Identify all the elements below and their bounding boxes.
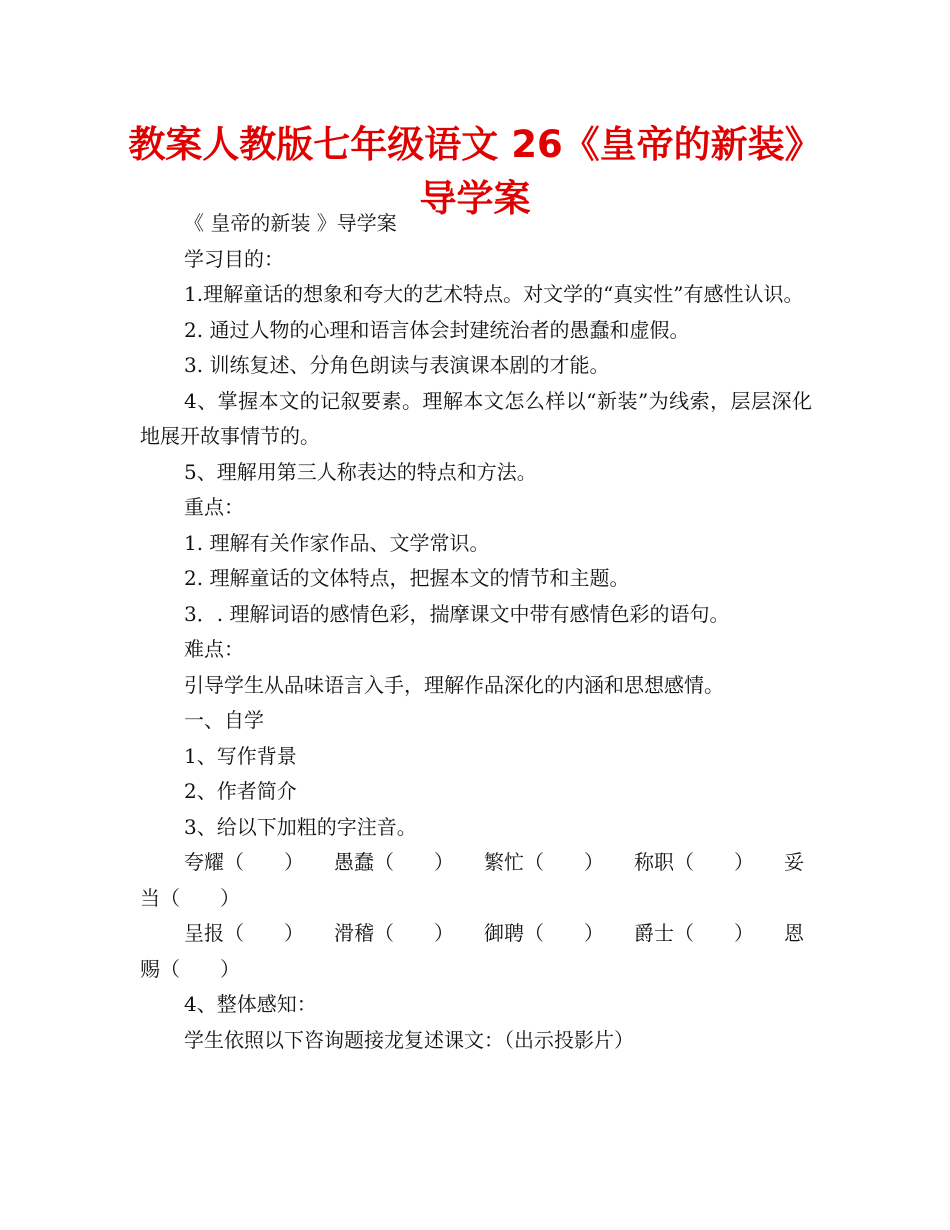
paragraph: 5、理解用第三人称表达的特点和方法。 <box>184 459 537 484</box>
paragraph: 引导学生从品味语言入手，理解作品深化的内涵和思想感情。 <box>184 672 724 697</box>
pinyin-row <box>140 916 812 987</box>
paragraph: 3. 训练复述、分角色朗读与表演课本剧的才能。 <box>184 353 610 377</box>
pinyin-item: 爵士（ ） <box>634 921 754 945</box>
paragraph: 一、自学 <box>184 708 264 732</box>
pinyin-item: 御聘（ ） <box>484 921 604 945</box>
paragraph: 4、掌握本文的记叙要素。理解本文怎么样以“新装”为线索，层层深化地展开故事情节的。 <box>140 388 812 448</box>
paragraph: 学生依照以下咨询题接龙复述课文：（出示投影片） <box>184 1027 634 1052</box>
document-title: 教案人教版七年级语文 26《皇帝的新装》导学案 <box>128 123 822 220</box>
paragraph: 重点： <box>184 495 244 519</box>
paragraph: 1.理解童话的想象和夸大的艺术特点。对文学的“真实性”有感性认识。 <box>184 282 804 306</box>
paragraph: 2. 理解童话的文体特点，把握本文的情节和主题。 <box>184 566 630 590</box>
paragraph: 难点： <box>184 637 244 661</box>
paragraph: 《 皇帝的新装 》导学案 <box>184 211 397 235</box>
paragraph: 1、写作背景 <box>184 743 297 768</box>
pinyin-row <box>140 845 812 916</box>
pinyin-item: 称职（ ） <box>634 850 754 874</box>
paragraph: 3、给以下加粗的字注音。 <box>184 814 417 839</box>
pinyin-item: 繁忙（ ） <box>484 850 604 874</box>
pinyin-item: 夸耀（ ） <box>184 850 304 874</box>
paragraph: 2、作者简介 <box>184 779 297 803</box>
paragraph: 学习目的： <box>184 246 284 271</box>
paragraph: 1. 理解有关作家作品、文学常识。 <box>184 530 490 555</box>
paragraph: 3．. 理解词语的感情色彩，揣摩课文中带有感情色彩的语句。 <box>184 601 730 626</box>
paragraph: 2. 通过人物的心理和语言体会封建统治者的愚蠢和虚假。 <box>184 317 690 342</box>
pinyin-item: 滑稽（ ） <box>334 921 454 945</box>
pinyin-item: 愚蠢（ ） <box>334 850 454 874</box>
pinyin-item: 妥当（ ） <box>140 850 804 910</box>
pinyin-item: 呈报（ ） <box>184 921 304 945</box>
paragraph: 4、整体感知： <box>184 992 317 1016</box>
pinyin-item: 恩赐（ ） <box>140 921 804 981</box>
document-body <box>140 206 812 1058</box>
